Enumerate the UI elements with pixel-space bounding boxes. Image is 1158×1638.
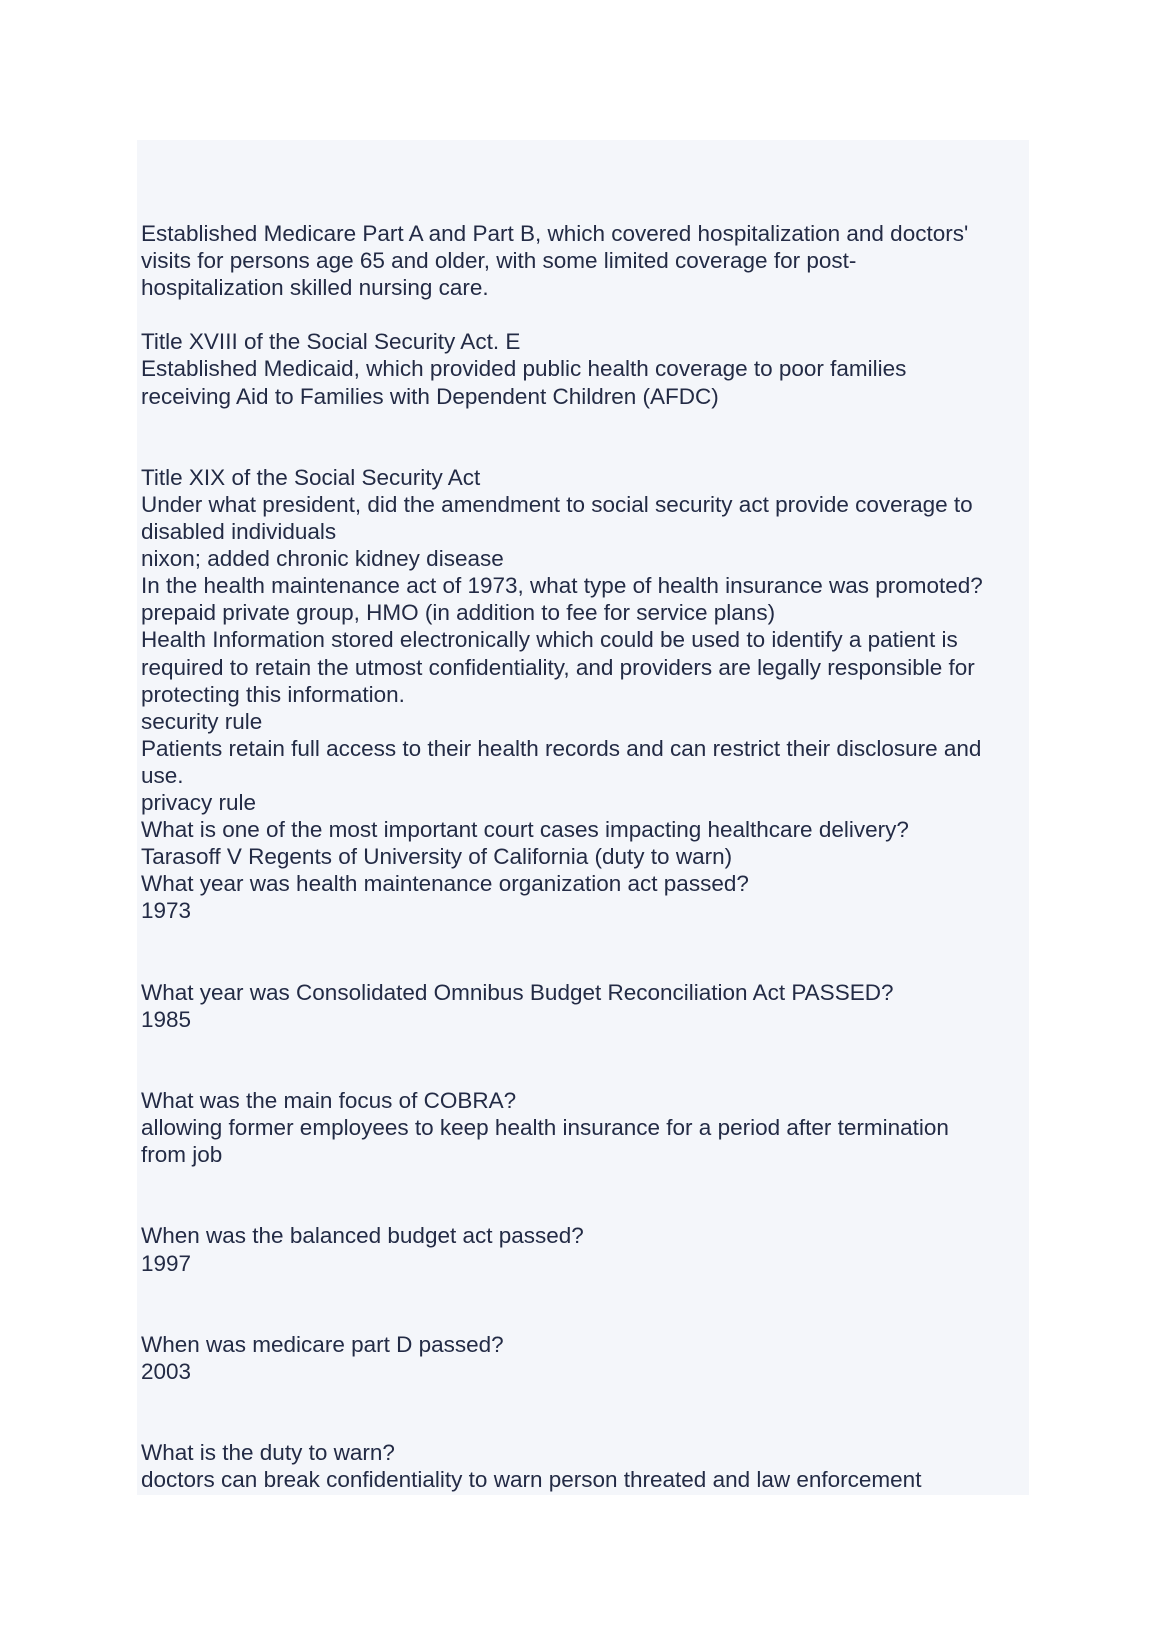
- blank-line: [141, 1168, 1021, 1195]
- text-line: required to retain the utmost confidentiality, and providers are legally responsible for: [141, 654, 975, 680]
- text-line: Established Medicare Part A and Part B, which covered hospitalization and doctors': [141, 221, 969, 246]
- text-line: allowing former employees to keep health insurance for a period after termination: [141, 1115, 949, 1141]
- text-line: When was medicare part D passed?: [141, 1331, 504, 1357]
- text-line: What is one of the most important court cases impacting healthcare delivery?: [141, 817, 909, 843]
- blank-line: [141, 1385, 1021, 1412]
- blank-line: [141, 301, 1021, 328]
- blank-line: [141, 1277, 1021, 1304]
- text-line: When was the balanced budget act passed?: [141, 1223, 584, 1249]
- blank-line: [141, 1060, 1021, 1087]
- text-line: 1973: [141, 898, 192, 924]
- text-line: protecting this information.: [141, 681, 405, 707]
- document-text: [141, 220, 1021, 1493]
- text-line: 2003: [141, 1358, 192, 1384]
- text-line: What was the main focus of COBRA?: [141, 1088, 517, 1113]
- text-line: Patients retain full access to their health records and can restrict their disclosure and: [141, 735, 982, 761]
- blank-line: [141, 437, 1021, 464]
- text-line: nixon; added chronic kidney disease: [141, 546, 504, 572]
- text-line: In the health maintenance act of 1973, what type of health insurance was promoted?: [141, 573, 983, 599]
- text-line: 1985: [141, 1006, 192, 1032]
- text-line: Health Information stored electronically which could be used to identify a patient is: [141, 627, 958, 653]
- text-line: receiving Aid to Families with Dependent Children (AFDC): [141, 383, 719, 409]
- text-line: privacy rule: [141, 789, 257, 815]
- blank-line: [141, 1304, 1021, 1331]
- blank-line: [141, 924, 1021, 951]
- text-line: Under what president, did the amendment to social security act provide coverage to: [141, 491, 973, 517]
- blank-line: [141, 1412, 1021, 1439]
- text-line: Title XIX of the Social Security Act: [141, 464, 481, 490]
- text-line: Title XVIII of the Social Security Act. E: [141, 329, 521, 355]
- text-line: disabled individuals: [141, 519, 337, 545]
- text-line: What is the duty to warn?: [141, 1440, 395, 1466]
- blank-line: [141, 1033, 1021, 1060]
- text-line: visits for persons age 65 and older, with some limited coverage for post-: [141, 248, 857, 274]
- text-line: hospitalization skilled nursing care.: [141, 275, 489, 301]
- text-line: security rule: [141, 708, 263, 734]
- text-line: doctors can break confidentiality to warn person threated and law enforcement: [141, 1467, 922, 1493]
- text-line: use.: [141, 762, 184, 788]
- text-line: Established Medicaid, which provided public health coverage to poor families: [141, 356, 907, 382]
- text-line: prepaid private group, HMO (in addition to fee for service plans): [141, 600, 776, 626]
- blank-line: [141, 410, 1021, 437]
- text-line: What year was Consolidated Omnibus Budget Reconciliation Act PASSED?: [141, 979, 894, 1005]
- text-line: What year was health maintenance organization act passed?: [141, 871, 749, 897]
- blank-line: [141, 1195, 1021, 1222]
- text-line: 1997: [141, 1250, 192, 1276]
- blank-line: [141, 952, 1021, 979]
- text-line: Tarasoff V Regents of University of California (duty to warn): [141, 844, 733, 870]
- text-line: from job: [141, 1142, 223, 1168]
